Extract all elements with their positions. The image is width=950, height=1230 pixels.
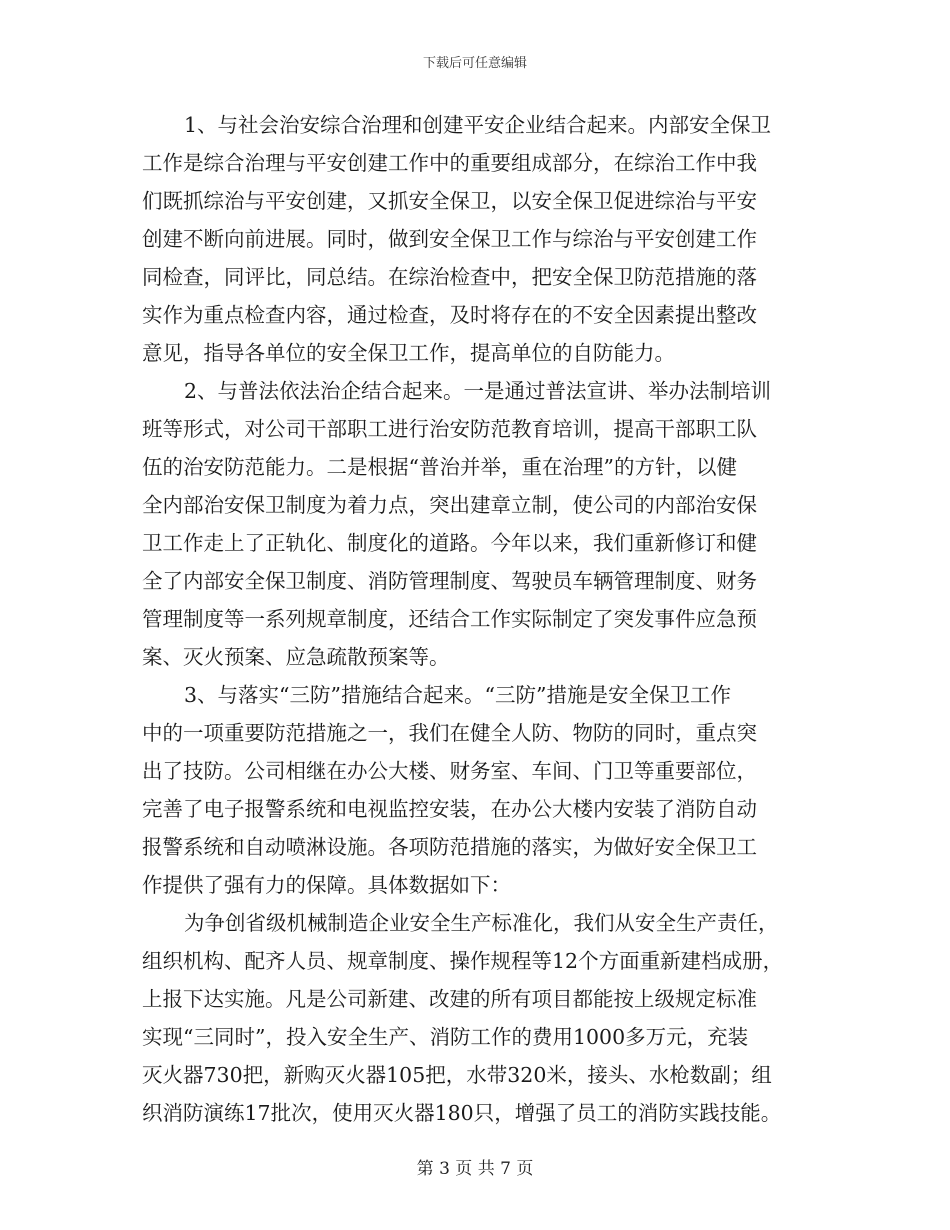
paragraph-1-line-3: 们既抓综治与平安创建，又抓安全保卫，以安全保卫促进综治与平安 xyxy=(142,189,757,213)
paragraph-4-line-1: 为争创省级机械制造企业安全生产标准化，我们从安全生产责任， xyxy=(184,911,779,935)
page-header-note: 下载后可任意编辑 xyxy=(422,56,527,71)
paragraph-4-line-4: 实现“三同时”，投入安全生产、消防工作的费用1000多万元，充装 xyxy=(142,1025,749,1049)
paragraph-1-line-4: 创建不断向前进展。同时，做到安全保卫工作与综治与平安创建工作 xyxy=(142,227,757,251)
paragraph-3-line-5: 报警系统和自动喷淋设施。各项防范措施的落实，为做好安全保卫工 xyxy=(142,835,757,859)
page-number-footer: 第 3 页 共 7 页 xyxy=(416,1159,534,1179)
paragraph-2-line-8: 案、灭火预案、应急疏散预案等。 xyxy=(142,645,450,669)
paragraph-1-line-7: 意见，指导各单位的安全保卫工作，提高单位的自防能力。 xyxy=(142,341,675,365)
paragraph-2-line-4: 全内部治安保卫制度为着力点，突出建章立制，使公司的内部治安保 xyxy=(142,493,757,517)
paragraph-3-line-3: 出了技防。公司相继在办公大楼、财务室、车间、门卫等重要部位， xyxy=(142,759,757,783)
paragraph-2-line-2: 班等形式，对公司干部职工进行治安防范教育培训，提高干部职工队 xyxy=(142,417,757,441)
paragraph-4-line-3: 上报下达实施。凡是公司新建、改建的所有项目都能按上级规定标准 xyxy=(142,987,757,1011)
paragraph-1-line-6: 实作为重点检查内容，通过检查，及时将存在的不安全因素提出整改 xyxy=(142,303,757,327)
paragraph-2-line-6: 全了内部安全保卫制度、消防管理制度、驾驶员车辆管理制度、财务 xyxy=(142,569,757,593)
paragraph-1-line-1: 1、与社会治安综合治理和创建平安企业结合起来。内部安全保卫 xyxy=(184,113,772,137)
paragraph-4-line-6: 织消防演练17批次，使用灭火器180只，增强了员工的消防实践技能。 xyxy=(142,1101,782,1125)
paragraph-2-line-3: 伍的治安防范能力。二是根据“普治并举，重在治理”的方针，以健 xyxy=(142,455,737,479)
paragraph-1-line-2: 工作是综合治理与平安创建工作中的重要组成部分，在综治工作中我 xyxy=(142,151,757,175)
paragraph-3-line-6: 作提供了强有力的保障。具体数据如下： xyxy=(142,873,511,897)
paragraph-3-line-1: 3、与落实“三防”措施结合起来。“三防”措施是安全保卫工作 xyxy=(184,683,731,707)
paragraph-2-line-7: 管理制度等一系列规章制度，还结合工作实际制定了突发事件应急预 xyxy=(142,607,757,631)
paragraph-3-line-4: 完善了电子报警系统和电视监控安装，在办公大楼内安装了消防自动 xyxy=(142,797,757,821)
document-body xyxy=(142,106,814,1132)
paragraph-1-line-5: 同检查，同评比，同总结。在综治检查中，把安全保卫防范措施的落 xyxy=(142,265,757,289)
paragraph-4-line-5: 灭火器730把，新购灭火器105把，水带320米，接头、水枪数副；组 xyxy=(142,1063,772,1087)
paragraph-2-line-5: 卫工作走上了正轨化、制度化的道路。今年以来，我们重新修订和健 xyxy=(142,531,757,555)
paragraph-4-line-2: 组织机构、配齐人员、规章制度、操作规程等12个方面重新建档成册， xyxy=(142,949,784,973)
paragraph-3-line-2: 中的一项重要防范措施之一，我们在健全人防、物防的同时，重点突 xyxy=(142,721,757,745)
paragraph-2-line-1: 2、与普法依法治企结合起来。一是通过普法宣讲、举办法制培训 xyxy=(184,379,772,403)
